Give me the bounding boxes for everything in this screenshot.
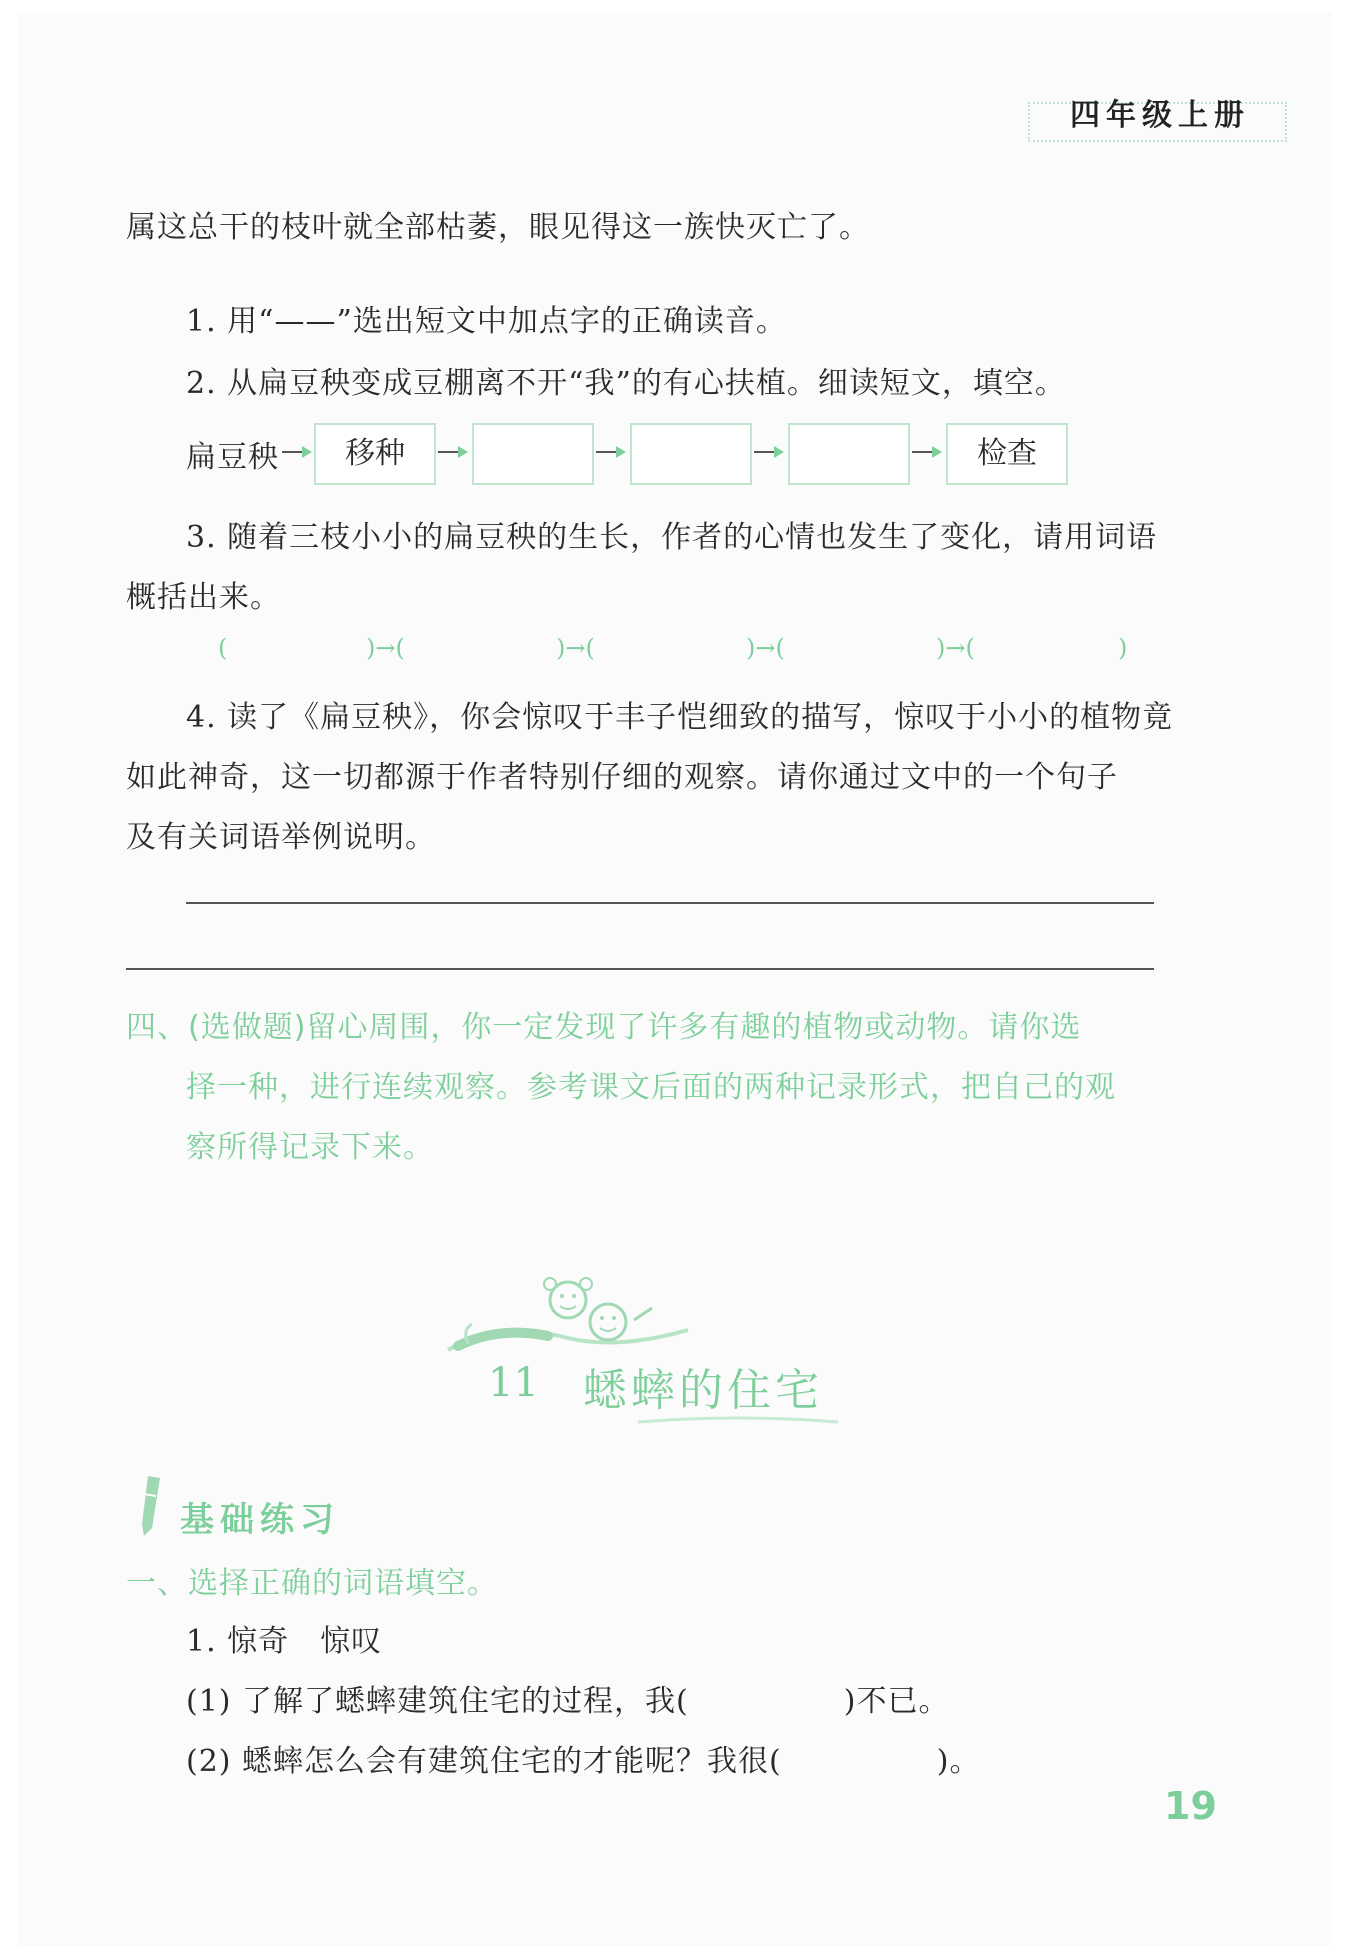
question-4-line-2: 如此神奇，这一切都源于作者特别仔细的观察。请你通过文中的一个句子	[126, 760, 1118, 795]
title-underline-icon	[638, 1412, 838, 1428]
flow-box-3[interactable]	[630, 423, 752, 485]
question-2: 2. 从扁豆秧变成豆棚离不开“我”的有心扶植。细读短文，填空。	[186, 366, 1066, 401]
part-one-sentence-1: (1) 了解了蟋蟀建筑住宅的过程，我( )不已。	[186, 1684, 950, 1719]
arrow-icon	[438, 440, 468, 464]
part-one-heading: 一、选择正确的词语填空。	[126, 1566, 498, 1601]
flow-box-4[interactable]	[788, 423, 910, 485]
paren-close: )	[1118, 634, 1128, 662]
question-4-line-1: 4. 读了《扁豆秧》，你会惊叹于丰子恺细致的描写，惊叹于小小的植物竟	[186, 700, 1174, 735]
question-four-line-1: 四、(选做题)留心周围，你一定发现了许多有趣的植物或动物。请你选	[126, 1010, 1082, 1045]
workbook-page	[18, 12, 1332, 1946]
question-4-line-3: 及有关词语举例说明。	[126, 820, 436, 855]
section-heading: 基础练习	[180, 1500, 340, 1540]
paren-arrow-2: )→(	[556, 634, 595, 662]
arrow-icon	[754, 440, 784, 464]
arrow-icon	[912, 440, 942, 464]
lesson-number: 11	[488, 1360, 539, 1406]
arrow-icon	[596, 440, 626, 464]
part-one-item-title: 1. 惊奇 惊叹	[186, 1624, 383, 1659]
flow-start-label: 扁豆秧	[186, 440, 279, 475]
grade-label: 四年级上册	[1070, 98, 1250, 133]
answer-line-1[interactable]	[186, 902, 1154, 904]
question-1: 1. 用“——”选出短文中加点字的正确读音。	[186, 304, 787, 339]
page-number: 19	[1164, 1784, 1217, 1828]
passage-continuation: 属这总干的枝叶就全部枯萎，眼见得这一族快灭亡了。	[126, 210, 870, 245]
question-four-line-3: 察所得记录下来。	[186, 1130, 434, 1165]
part-one-sentence-2: (2) 蟋蟀怎么会有建筑住宅的才能呢？我很( )。	[186, 1744, 981, 1779]
question-four-line-2: 择一种，进行连续观察。参考课文后面的两种记录形式，把自己的观	[186, 1070, 1116, 1105]
question-3-line-2: 概括出来。	[126, 580, 281, 615]
flow-box-2[interactable]	[472, 423, 594, 485]
pencil-icon	[130, 1474, 170, 1538]
paren-arrow-4: )→(	[936, 634, 975, 662]
lesson-title: 蟋蟀的住宅	[583, 1365, 823, 1416]
arrow-icon	[282, 440, 312, 464]
paren-arrow-3: )→(	[746, 634, 785, 662]
paren-open: (	[218, 634, 228, 662]
question-3-line-1: 3. 随着三枝小小的扁豆秧的生长，作者的心情也发生了变化，请用词语	[186, 520, 1158, 555]
paren-arrow-1: )→(	[366, 634, 405, 662]
flow-box-5: 检查	[946, 423, 1068, 485]
answer-line-2[interactable]	[126, 968, 1154, 970]
flow-box-1: 移种	[314, 423, 436, 485]
